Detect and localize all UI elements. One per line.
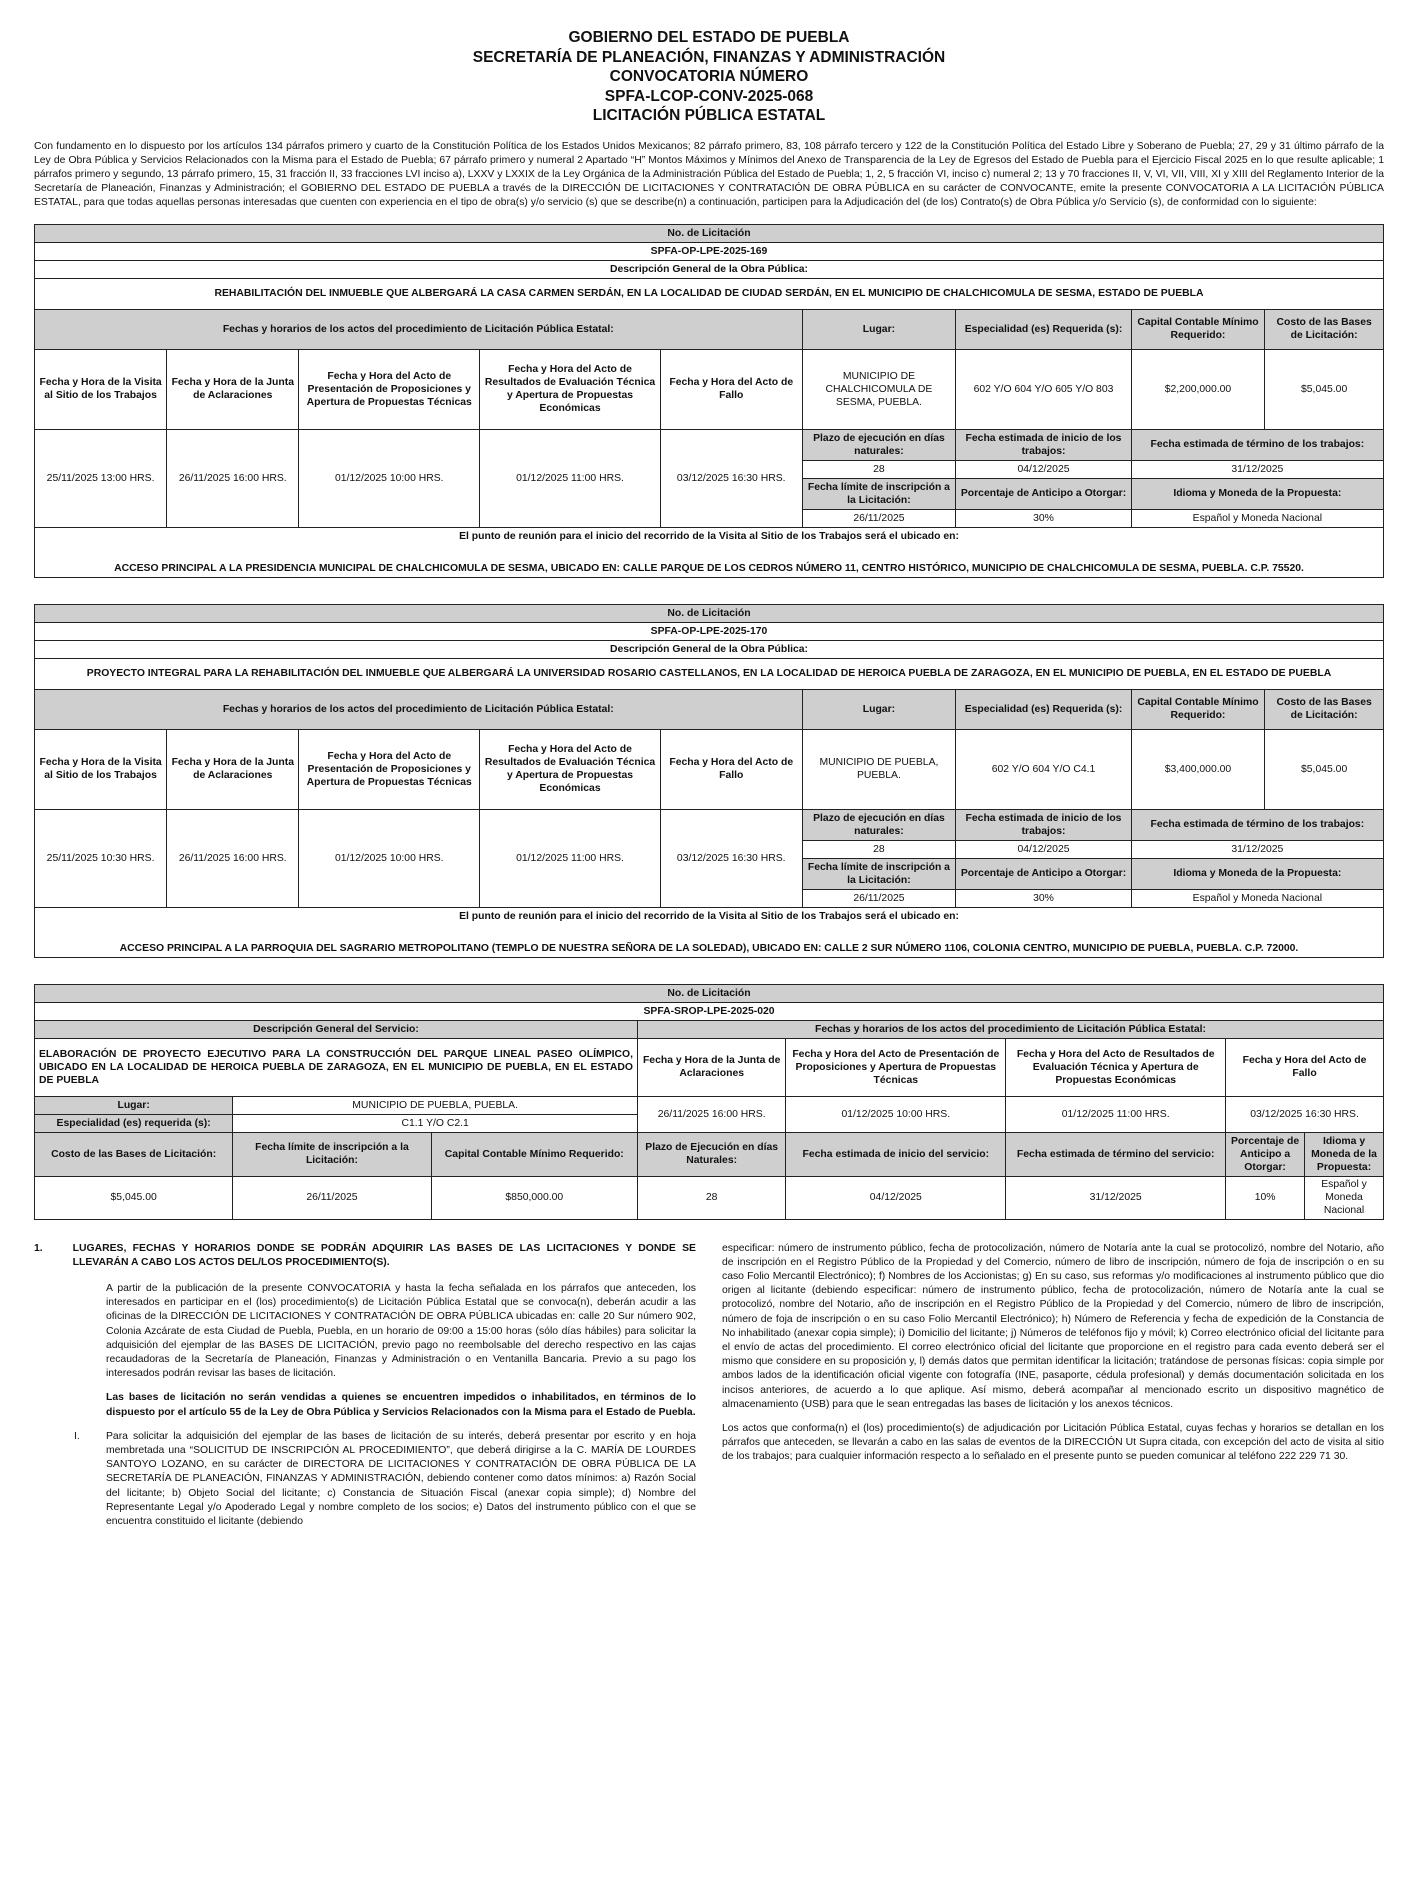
visita-label: Fecha y Hora de la Visita al Sitio de los Trabajos	[35, 349, 167, 429]
presentacion-label: Fecha y Hora del Acto de Presentación de Proposiciones y Apertura de Propuestas Técnicas	[299, 349, 480, 429]
resultados-value: 01/12/2025 11:00 HRS.	[480, 429, 661, 527]
termino-value: 31/12/2025	[1131, 460, 1383, 478]
capital-value: $2,200,000.00	[1131, 349, 1265, 429]
fechas-header: Fechas y horarios de los actos del procedimiento de Licitación Pública Estatal:	[637, 1020, 1383, 1038]
inicio-label: Fecha estimada de inicio de los trabajos:	[956, 429, 1131, 460]
especialidad-value: 602 Y/O 604 Y/O 605 Y/O 803	[956, 349, 1131, 429]
lugar-label: Lugar:	[802, 309, 956, 349]
intro-paragraph: Con fundamento en lo dispuesto por los artículos 134 párrafos primero y cuarto de la Constitución Política de los Estados Unidos Mexicanos; 82 párrafo primero, 83, 108 párrafo tercero y 122 de la Constitución Política del Estado Libre y Soberano de Puebla; 27, 29 y 31 último párrafo de la Ley de Obra Pública y Servicios Relacionados con la Misma para el Estado de Puebla; 67 párrafo primero y numeral 2 Apartado “H” Montos Máximos y Mínimos del Anexo de Transparencia de la Ley de Egresos del Estado de Puebla para el Ejercicio Fiscal 2025 en lo que resulte aplicable; 1 párrafos primero y segundo, 13 párrafo primero, 15, 31 fracción II, 33 fracciones LVI inciso a), LXXV y LXXIX de la Ley Orgánica de la Administración Pública del Estado de Puebla; 1, 2, 5 fracción VI, inciso c) numeral 2; 13 y 70 fracciones II, V, VI, VII, VIII, XI y XIII del Reglamento Interior de la Secretaría de Planeación, Finanzas y Administración; el GOBIERNO DEL ESTADO DE PUEBLA a través de la DIRECCIÓN DE LICITACIONES Y CONTRATACIÓN DE OBRA PÚBLICA en su carácter de CONVOCANTE, emite la presente CONVOCATORIA A LA LICITACIÓN PÚBLICA ESTATAL, para que todas aquellas personas interesadas que cuenten con experiencia en el tipo de obra(s) y/o servicio (s) que se describe(n) a continuación, participen para la Adjudicación del (de los) Contrato(s) de Obra Pública y/o Servicio (s), de conformidad con lo siguiente:	[34, 140, 1384, 208]
header-line-3: CONVOCATORIA NÚMERO	[609, 68, 809, 85]
section-1-paragraph-2: Las bases de licitación no serán vendidas a quienes se encuentren impedidos o inhabilitados, en términos de lo dispuesto por el artículo 55 de la Ley de Obra Pública y Servicios Relacionados con la Misma para el Estado de Puebla.	[106, 1392, 696, 1418]
visita-value: 25/11/2025 10:30 HRS.	[35, 809, 167, 907]
section-1	[34, 1242, 1384, 1530]
anticipo-label: Porcentaje de Anticipo a Otorgar:	[956, 478, 1131, 509]
presentacion-value: 01/12/2025 10:00 HRS.	[786, 1096, 1006, 1132]
lugar-label: Lugar:	[35, 1096, 233, 1114]
section-1-right-column	[722, 1242, 1384, 1530]
punto-label: El punto de reunión para el inicio del recorrido de la Visita al Sitio de los Trabajos será el ubicado en:	[35, 907, 1384, 925]
costo-value: $5,045.00	[1265, 729, 1384, 809]
fallo-label: Fecha y Hora del Acto de Fallo	[1226, 1038, 1384, 1096]
inicio-value: 04/12/2025	[956, 460, 1131, 478]
junta-value: 26/11/2025 16:00 HRS.	[167, 429, 299, 527]
inicio-value: 04/12/2025	[956, 840, 1131, 858]
inicio-label: Fecha estimada de inicio de los trabajos:	[956, 809, 1131, 840]
anticipo-value: 10%	[1226, 1177, 1305, 1219]
fallo-value: 03/12/2025 16:30 HRS.	[660, 429, 802, 527]
especialidad-value: C1.1 Y/O C2.1	[233, 1114, 638, 1132]
idioma-value: Español y Moneda Nacional	[1131, 509, 1383, 527]
item-text: Para solicitar la adquisición del ejemplar de las bases de licitación de su interés, deberá presentar por escrito y en hoja membretada una “SOLICITUD DE INSCRIPCIÓN AL PROCEDIMIENTO”, que deberá dirigirse a la C. MARÍA DE LOURDES SANTOYO LOZANO, en su carácter de DIRECTORA DE LICITACIONES Y CONTRATACIÓN DE OBRA PÚBLICA DE LA SECRETARÍA DE PLANEACIÓN, FINANZAS Y ADMINISTRACIÓN, debiendo contener como datos mínimos: a) Razón Social del licitante; b) Objeto Social del licitante; c) Constancia de Situación Fiscal (anexar copia simple); d) Nombre del Representante Legal y/o Apoderado Legal y nombre completo de los socios; e) Datos del instrumento público con el que se encuentra constituido el licitante (debiendo	[106, 1430, 696, 1527]
especialidad-label: Especialidad (es) requerida (s):	[35, 1114, 233, 1132]
fechas-header: Fechas y horarios de los actos del procedimiento de Licitación Pública Estatal:	[35, 689, 803, 729]
section-1-right-paragraph-1: especificar: número de instrumento público, fecha de protocolización, número de Notaría ante la cual se protocolizó, nombre del Notario, año de inscripción en el Registro Público de la Propiedad y del Comercio, número de libro de inscripción, número de foja de inscripción o en su caso Folio Mercantil Electrónico); f) Nombres de los Accionistas; g) En su caso, sus reformas y/o modificaciones al instrumento público que dio origen al licitante (debiendo especificar: número de instrumento público, fecha de protocolización, número de Notaría ante la cual se protocolizó, nombre del Notario, año de inscripción en el Registro Público de la Propiedad y del Comercio, número de libro de inscripción, número de foja de inscripción o en su caso Folio Mercantil Electrónico); h) Número de Referencia y fecha de expedición de la Constancia de No inhabilitado (anexar copia simple); i) Domicilio del licitante; j) Números de teléfonos fijo y móvil; k) Correo electrónico oficial del licitante para el envío de actas del procedimiento. El correo electrónico oficial del licitante que proporcione en el registro para cada evento deberá ser el mismo que considere en su proposición y, l) demás datos que permitan identificar la licitación; tratándose de personas físicas: copia simple por ambos lados de la identificación oficial vigente con fotografía (INE, pasaporte, cédula profesional) y demás documentación solicitada en los incisos anteriores, de acuerdo a lo que aplique. Así mismo, deberá acompañar al mencionado escrito un dispositivo magnético de almacenamiento (USB) para que le sean entregadas las bases de licitación y los anexos técnicos.	[722, 1242, 1384, 1410]
descripcion-value: PROYECTO INTEGRAL PARA LA REHABILITACIÓN DEL INMUEBLE QUE ALBERGARÁ LA UNIVERSIDAD ROSARIO CASTELLANOS, EN LA LOCALIDAD DE HEROICA PUEBLA DE ZARAGOZA, EN EL MUNICIPIO DE PUEBLA, EN EL ESTADO DE PUEBLA	[35, 658, 1384, 689]
punto-label: El punto de reunión para el inicio del recorrido de la Visita al Sitio de los Trabajos será el ubicado en:	[35, 527, 1384, 545]
presentacion-label: Fecha y Hora del Acto de Presentación de Proposiciones y Apertura de Propuestas Técnicas	[299, 729, 480, 809]
plazo-value: 28	[802, 460, 956, 478]
junta-value: 26/11/2025 16:00 HRS.	[637, 1096, 785, 1132]
inicio-label: Fecha estimada de inicio del servicio:	[786, 1132, 1006, 1176]
lugar-value: MUNICIPIO DE PUEBLA, PUEBLA.	[802, 729, 956, 809]
costo-label: Costo de las Bases de Licitación:	[35, 1132, 233, 1176]
anticipo-label: Porcentaje de Anticipo a Otorgar:	[1226, 1133, 1305, 1176]
junta-value: 26/11/2025 16:00 HRS.	[167, 809, 299, 907]
costo-label: Costo de las Bases de Licitación:	[1265, 309, 1384, 349]
section-1-right-paragraph-2: Los actos que conforma(n) el (los) procedimiento(s) de adjudicación por Licitación Pública Estatal, cuyas fechas y horarios se detallan en los párrafos que anteceden, se llevarán a cabo en las salas de eventos de la DIRECCIÓN Ut Supra citada, con excepción del acto de visita al sitio de los trabajos; para cualquier información respecto a lo señalado en el presente punto se pueden comunicar al teléfono 222 229 71 30.	[722, 1422, 1384, 1463]
visita-value: 25/11/2025 13:00 HRS.	[35, 429, 167, 527]
presentacion-value: 01/12/2025 10:00 HRS.	[299, 809, 480, 907]
capital-label: Capital Contable Mínimo Requerido:	[1131, 689, 1265, 729]
fallo-label: Fecha y Hora del Acto de Fallo	[660, 729, 802, 809]
capital-value: $850,000.00	[431, 1176, 637, 1219]
document-header	[34, 28, 1384, 126]
licitacion-number: SPFA-SROP-LPE-2025-020	[35, 1002, 1384, 1020]
anticipo-idioma-header	[1226, 1132, 1384, 1176]
limite-value: 26/11/2025	[802, 509, 956, 527]
lugar-value: MUNICIPIO DE PUEBLA, PUEBLA.	[233, 1096, 638, 1114]
resultados-label: Fecha y Hora del Acto de Resultados de Evaluación Técnica y Apertura de Propuestas Económicas	[480, 349, 661, 429]
plazo-label: Plazo de ejecución en días naturales:	[802, 429, 956, 460]
inicio-value: 04/12/2025	[786, 1176, 1006, 1219]
anticipo-label: Porcentaje de Anticipo a Otorgar:	[956, 858, 1131, 889]
idioma-label: Idioma y Moneda de la Propuesta:	[1131, 858, 1383, 889]
licitacion-number: SPFA-OP-LPE-2025-170	[35, 622, 1384, 640]
no-licitacion-label: No. de Licitación	[35, 984, 1384, 1002]
termino-label: Fecha estimada de término de los trabajos:	[1131, 809, 1383, 840]
idioma-label: Idioma y Moneda de la Propuesta:	[1131, 478, 1383, 509]
limite-label: Fecha límite de inscripción a la Licitación:	[802, 478, 956, 509]
anticipo-value: 30%	[956, 889, 1131, 907]
fallo-value: 03/12/2025 16:30 HRS.	[1226, 1096, 1384, 1132]
termino-value: 31/12/2025	[1131, 840, 1383, 858]
limite-label: Fecha límite de inscripción a la Licitación:	[233, 1132, 431, 1176]
anticipo-value: 30%	[956, 509, 1131, 527]
licitacion-number: SPFA-OP-LPE-2025-169	[35, 242, 1384, 260]
licitacion-table-2	[34, 604, 1384, 958]
resultados-value: 01/12/2025 11:00 HRS.	[1006, 1096, 1226, 1132]
limite-value: 26/11/2025	[233, 1176, 431, 1219]
no-licitacion-label: No. de Licitación	[35, 224, 1384, 242]
especialidad-label: Especialidad (es) Requerida (s):	[956, 309, 1131, 349]
section-1-number: 1.	[34, 1242, 43, 1254]
header-line-2: SECRETARÍA DE PLANEACIÓN, FINANZAS Y ADMINISTRACIÓN	[472, 48, 946, 66]
section-1-title: LUGARES, FECHAS Y HORARIOS DONDE SE PODRÁN ADQUIRIR LAS BASES DE LAS LICITACIONES Y DONDE SE LLEVARÁN A CABO LOS ACTOS DEL/LOS PROCEDIMIENTO(S).	[72, 1242, 696, 1268]
presentacion-value: 01/12/2025 10:00 HRS.	[299, 429, 480, 527]
descripcion-label: Descripción General de la Obra Pública:	[35, 640, 1384, 658]
resultados-value: 01/12/2025 11:00 HRS.	[480, 809, 661, 907]
lugar-value: MUNICIPIO DE CHALCHICOMULA DE SESMA, PUEBLA.	[802, 349, 956, 429]
section-1-item-i	[34, 1430, 696, 1529]
descripcion-label: Descripción General de la Obra Pública:	[35, 260, 1384, 278]
costo-label: Costo de las Bases de Licitación:	[1265, 689, 1384, 729]
especialidad-label: Especialidad (es) Requerida (s):	[956, 689, 1131, 729]
termino-label: Fecha estimada de término del servicio:	[1006, 1132, 1226, 1176]
idioma-value: Español y Moneda Nacional	[1131, 889, 1383, 907]
limite-value: 26/11/2025	[802, 889, 956, 907]
header-line-1: GOBIERNO DEL ESTADO DE PUEBLA	[568, 29, 850, 46]
costo-value: $5,045.00	[35, 1176, 233, 1219]
visita-label: Fecha y Hora de la Visita al Sitio de los Trabajos	[35, 729, 167, 809]
termino-value: 31/12/2025	[1006, 1176, 1226, 1219]
header-line-5: LICITACIÓN PÚBLICA ESTATAL	[592, 107, 826, 124]
no-licitacion-label: No. de Licitación	[35, 604, 1384, 622]
presentacion-label: Fecha y Hora del Acto de Presentación de Proposiciones y Apertura de Propuestas Técnicas	[786, 1038, 1006, 1096]
resultados-label: Fecha y Hora del Acto de Resultados de Evaluación Técnica y Apertura de Propuestas Económicas	[1006, 1038, 1226, 1096]
limite-label: Fecha límite de inscripción a la Licitación:	[802, 858, 956, 889]
section-1-heading	[34, 1242, 696, 1270]
idioma-label: Idioma y Moneda de la Propuesta:	[1311, 1135, 1377, 1173]
fechas-header: Fechas y horarios de los actos del procedimiento de Licitación Pública Estatal:	[35, 309, 803, 349]
section-1-left-column	[34, 1242, 696, 1530]
descripcion-value: REHABILITACIÓN DEL INMUEBLE QUE ALBERGARÁ LA CASA CARMEN SERDÁN, EN LA LOCALIDAD DE CIUDAD SERDÁN, EN EL MUNICIPIO DE CHALCHICOMULA DE SESMA, ESTADO DE PUEBLA	[35, 278, 1384, 309]
especialidad-value: 602 Y/O 604 Y/O C4.1	[956, 729, 1131, 809]
licitacion-table-3	[34, 984, 1384, 1220]
licitacion-table-1	[34, 224, 1384, 578]
junta-label: Fecha y Hora de la Junta de Aclaraciones	[167, 729, 299, 809]
capital-label: Capital Contable Mínimo Requerido:	[1131, 309, 1265, 349]
fallo-label: Fecha y Hora del Acto de Fallo	[660, 349, 802, 429]
termino-label: Fecha estimada de término de los trabajos:	[1131, 429, 1383, 460]
item-numeral: I.	[74, 1430, 80, 1442]
junta-label: Fecha y Hora de la Junta de Aclaraciones	[637, 1038, 785, 1096]
lugar-label: Lugar:	[802, 689, 956, 729]
plazo-label: Plazo de ejecución en días naturales:	[802, 809, 956, 840]
descripcion-servicio-label: Descripción General del Servicio:	[35, 1020, 638, 1038]
idioma-value: Español y Moneda Nacional	[1321, 1179, 1367, 1216]
section-1-paragraph-1: A partir de la publicación de la presente CONVOCATORIA y hasta la fecha señalada en los párrafos que anteceden, los interesados en participar en el (los) procedimiento(s) de Licitación Pública Estatal que se convoca(n), deberán acudir a las oficinas de la DIRECCIÓN DE LICITACIONES Y CONTRATACIÓN DE OBRA PÚBLICA ubicadas en: calle 20 Sur número 902, Colonia Azcárate de esta Ciudad de Puebla, Puebla, en un horario de 09:00 a 15:00 horas (sólo días hábiles) para solicitar la adquisición del ejemplar de las BASES DE LICITACIÓN, previo pago no reembolsable del derecho respectivo en las cajas recaudadoras de la Secretaría de Planeación, Finanzas y Administración o en Ventanilla Bancaria. Previo a su pago los interesados podrán revisar las bases de licitación.	[106, 1282, 696, 1380]
plazo-label: Plazo de Ejecución en días Naturales:	[637, 1132, 785, 1176]
costo-value: $5,045.00	[1265, 349, 1384, 429]
plazo-value: 28	[802, 840, 956, 858]
anticipo-idioma-values	[1226, 1176, 1384, 1219]
punto-value: ACCESO PRINCIPAL A LA PARROQUIA DEL SAGRARIO METROPOLITANO (TEMPLO DE NUESTRA SEÑORA DE LA SOLEDAD), UBICADO EN: CALLE 2 SUR NÚMERO 1106, COLONIA CENTRO, MUNICIPIO DE PUEBLA, PUEBLA. C.P. 72000.	[35, 925, 1384, 958]
fallo-value: 03/12/2025 16:30 HRS.	[660, 809, 802, 907]
punto-value: ACCESO PRINCIPAL A LA PRESIDENCIA MUNICIPAL DE CHALCHICOMULA DE SESMA, UBICADO EN: CALLE PARQUE DE LOS CEDROS NÚMERO 11, CENTRO HISTÓRICO, MUNICIPIO DE CHALCHICOMULA DE SESMA, PUEBLA. C.P. 75520.	[35, 545, 1384, 578]
capital-value: $3,400,000.00	[1131, 729, 1265, 809]
descripcion-servicio-value: ELABORACIÓN DE PROYECTO EJECUTIVO PARA LA CONSTRUCCIÓN DEL PARQUE LINEAL PASEO OLÍMPICO, UBICADO EN LA LOCALIDAD DE HEROICA PUEBLA DE ZARAGOZA, EN EL MUNICIPIO DE PUEBLA, EN EL ESTADO DE PUEBLA	[35, 1038, 638, 1096]
plazo-value: 28	[637, 1176, 785, 1219]
header-line-4: SPFA-LCOP-CONV-2025-068	[604, 87, 814, 105]
junta-label: Fecha y Hora de la Junta de Aclaraciones	[167, 349, 299, 429]
resultados-label: Fecha y Hora del Acto de Resultados de Evaluación Técnica y Apertura de Propuestas Económicas	[480, 729, 661, 809]
capital-label: Capital Contable Mínimo Requerido:	[431, 1132, 637, 1176]
